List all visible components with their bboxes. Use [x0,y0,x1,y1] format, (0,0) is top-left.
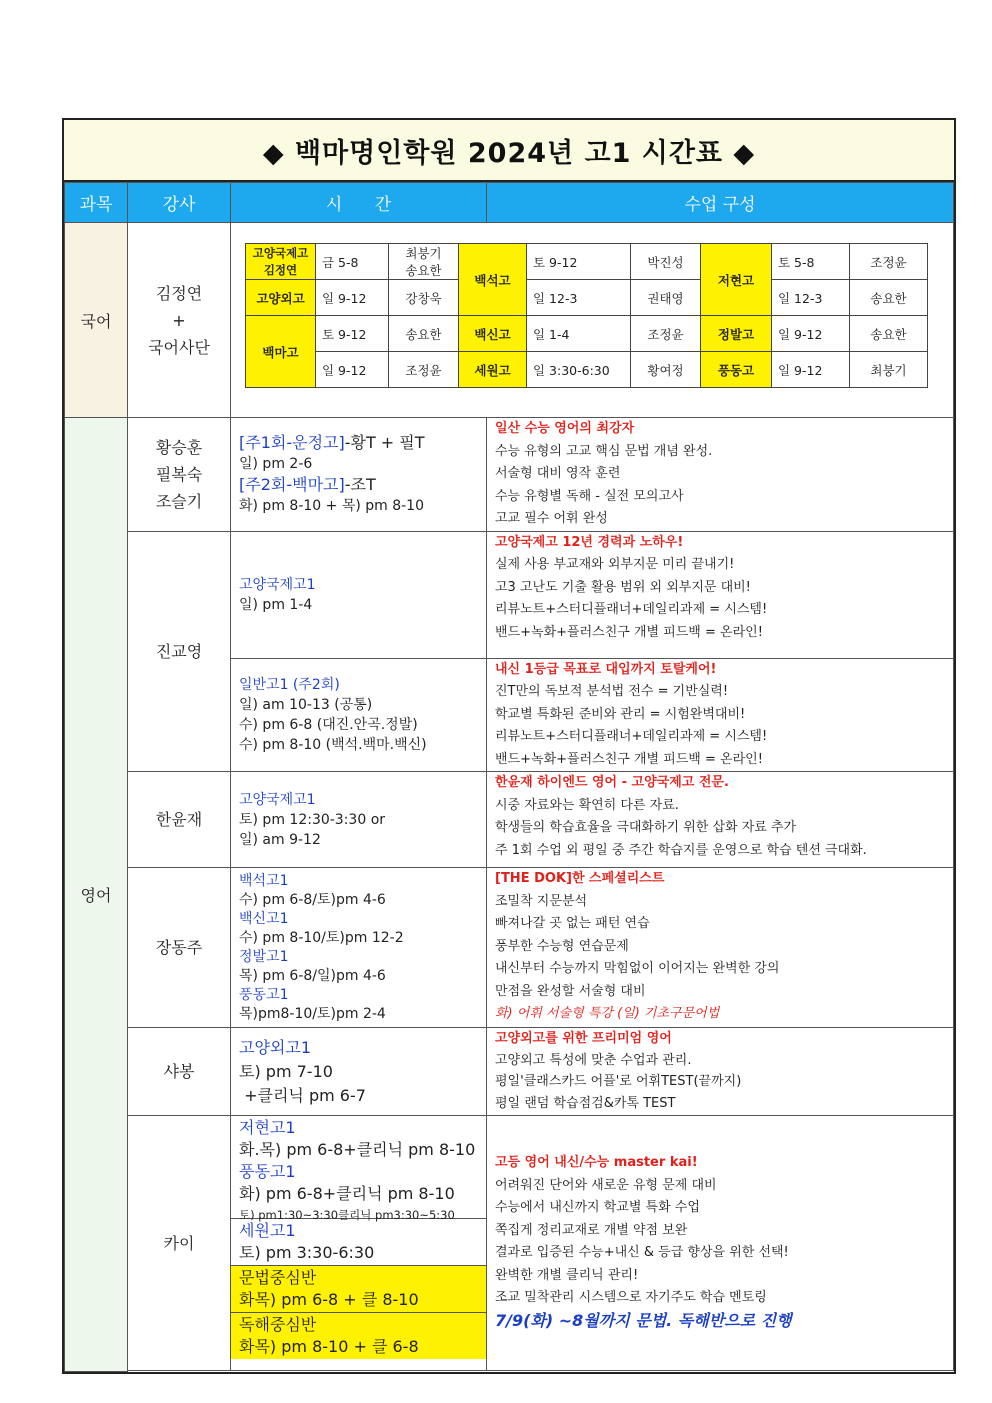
time-line: 일) pm 2-6 [239,456,313,473]
desc-line: 풍부한 수능형 연습문제 [495,938,629,954]
class-teacher: -황T + 필T [344,433,425,453]
desc-line: 고3 고난도 기출 활용 범위 외 외부지문 대비! [495,579,751,595]
time-cell [231,1116,487,1371]
grid-time: 일 9-12 [772,316,850,352]
desc-headline: 고양국제고 12년 경력과 노하우! [495,534,684,550]
time-line: 화.목) pm 6-8+클리닉 pm 8-10 [239,1140,476,1159]
time-line: 목) pm 6-8/일)pm 4-6 [239,967,386,984]
grid-school: 풍동고 [701,352,772,388]
grid-teacher: 송요한 [850,280,928,316]
class-teacher: -조T [344,475,376,495]
time-line: 화목) pm 6-8 + 클 8-10 [239,1290,419,1309]
time-cell [231,772,487,868]
teacher-line: + [172,310,186,330]
desc-cell [487,1116,954,1371]
subject-korean: 국어 [65,223,128,418]
desc-note: 화) 어휘 서술형 특강 (일) 기초구문어법 [495,1006,720,1021]
grid-teacher: 최붕기 송요한 [389,244,459,280]
desc-line: 밴드+녹화+플러스친구 개별 피드백 = 온라인! [495,624,763,640]
desc-line: 실제 사용 부교재와 외부지문 미리 끝내기! [495,557,735,572]
teacher-cell [128,1028,231,1116]
teacher-line: 필복숙 [155,464,203,484]
desc-headline: 고등 영어 내신/수능 master kai! [495,1155,698,1170]
desc-cell [487,418,954,532]
grid-teacher: 조정윤 [850,244,928,280]
desc-line: 학생들의 학습효율을 극대화하기 위한 삽화 자료 추가 [495,820,797,835]
desc-headline: 한윤재 하이엔드 영어 - 고양국제고 전문. [495,775,729,790]
teacher-line: 카이 [163,1233,195,1253]
desc-headline: 내신 1등급 목표로 대입까지 토탈케어! [495,661,717,677]
kai-block-schools [231,1116,486,1222]
desc-cell [487,1028,954,1116]
desc-line: 조교 밀착관리 시스템으로 자기주도 학습 멘토링 [495,1290,767,1305]
grid-time: 토 5-8 [772,244,850,280]
time-line: 토) pm 12:30-3:30 or [239,811,386,828]
grid-teacher: 권태영 [631,280,701,316]
grid-time: 토 9-12 [527,244,631,280]
header-row [65,183,954,223]
class-name: 풍동고1 [239,986,289,1003]
time-line: 목)pm8-10/토)pm 2-4 [239,1005,386,1022]
desc-headline: 고양외고를 위한 프리미엄 영어 [495,1031,672,1046]
korean-row [65,223,954,418]
desc-line: 쪽집게 정리교재로 개별 약점 보완 [495,1222,688,1238]
teacher-line: 진교영 [155,641,203,661]
desc-line: 만점을 완성할 서술형 대비 [495,983,646,999]
grid-teacher: 최붕기 [850,352,928,388]
grid-school: 백마고 [246,316,316,388]
class-name: 백신고1 [239,910,289,927]
time-cell [231,531,487,658]
time-line: 일) am 9-12 [239,831,321,848]
class-name: 고양국제고1 [239,576,316,593]
timetable-sheet [62,118,956,1374]
english-row [65,1116,954,1371]
desc-line: 고교 필수 어휘 완성 [495,511,608,526]
time-line: 화) pm 6-8+클리닉 pm 8-10 [239,1184,455,1203]
teacher-cell [128,531,231,772]
desc-line: 어려워진 단어와 새로운 유형 문제 대비 [495,1177,717,1193]
teacher-korean [128,223,231,418]
desc-line: 빠져나갈 곳 없는 패턴 연습 [495,916,650,931]
english-row [65,1028,954,1116]
teacher-cell [128,868,231,1028]
desc-line: 수능 유형별 독해 - 실전 모의고사 [495,488,684,504]
kai-block-reading [231,1313,486,1359]
grid-teacher: 강창욱 [389,280,459,316]
time-line: 토) pm 7-10 [239,1061,333,1081]
grid-time: 토 9-12 [316,316,389,352]
desc-line: 완벽한 개별 클리닉 관리! [495,1267,639,1283]
english-row [65,868,954,1028]
desc-line: 서술형 대비 영작 훈련 [495,466,621,481]
korean-school-grid [245,243,928,388]
class-name: 일반고1 (주2회) [239,676,340,693]
grid-time: 일 12-3 [772,280,850,316]
time-cell [231,418,487,532]
page-title: ◆ 백마명인학원 2024년 고1 시간표 ◆ [64,120,954,182]
time-cell [231,1028,487,1116]
desc-note: 7/9(화) ~8월까지 문법. 독해반으로 진행 [495,1310,792,1330]
grid-school: 고양국제고 김정연 [246,244,316,280]
desc-line: 리뷰노트+스터디플래너+데일리과제 = 시스템! [495,729,768,744]
grid-school: 정발고 [701,316,772,352]
english-row [65,531,954,658]
grid-teacher: 박진성 [631,244,701,280]
class-name: 저현고1 [239,1118,296,1137]
teacher-cell [128,418,231,532]
class-name: [주2회-백마고] [239,475,345,495]
grid-time: 일 9-12 [772,352,850,388]
grid-school: 세원고 [459,352,527,388]
grid-time: 일 12-3 [527,280,631,316]
desc-line: 수능 유형의 고교 핵심 문법 개념 완성. [495,443,713,459]
time-line: 화목) pm 8-10 + 클 6-8 [239,1337,419,1356]
desc-line: 리뷰노트+스터디플래너+데일리과제 = 시스템! [495,602,768,617]
time-line: 화) pm 8-10 + 목) pm 8-10 [239,498,424,515]
grid-time: 일 1-4 [527,316,631,352]
timetable [64,182,954,1372]
class-name: [주1회-운정고] [239,433,345,453]
grid-school: 백석고 [459,244,527,316]
teacher-line: 김정연 [155,283,203,303]
desc-line: 내신부터 수능까지 막힘없이 이어지는 완벽한 강의 [495,961,780,976]
grid-teacher: 황여정 [631,352,701,388]
desc-line: 고양외고 특성에 맞춘 수업과 관리. [495,1052,692,1068]
class-name: 독해중심반 [239,1315,317,1334]
desc-line: 주 1회 수업 외 평일 중 주간 학습지를 운영으로 학습 텐션 극대화. [495,842,867,858]
teacher-line: 황승훈 [155,437,203,457]
time-line: 수) pm 6-8/토)pm 4-6 [239,891,386,908]
class-name: 고양국제고1 [239,791,316,808]
grid-time: 일 9-12 [316,352,389,388]
desc-line: 수능에서 내신까지 학교별 특화 수업 [495,1200,700,1215]
kai-block-grammar [231,1266,486,1313]
desc-line: 밴드+녹화+플러스친구 개별 피드백 = 온라인! [495,751,763,767]
desc-line: 학교별 특화된 준비와 관리 = 시험완벽대비! [495,706,746,722]
time-line: 토) pm 3:30-6:30 [239,1243,375,1262]
teacher-cell [128,1116,231,1371]
desc-cell [487,868,954,1028]
class-name: 백석고1 [239,872,289,889]
class-name: 세원고1 [239,1221,296,1240]
desc-headline: [THE DOK]한 스페셜리스트 [495,871,665,886]
class-name: 풍동고1 [239,1162,296,1181]
grid-teacher: 조정윤 [631,316,701,352]
time-line: 수) pm 8-10/토)pm 12-2 [239,929,404,946]
desc-line: 평일 랜덤 학습점검&카톡 TEST [495,1095,676,1111]
class-name: 고양외고1 [239,1037,312,1057]
grid-teacher: 송요한 [389,316,459,352]
time-line: 수) pm 6-8 (대진.안곡.정발) [239,716,418,733]
desc-line: 시중 자료와는 확연히 다른 자료. [495,797,679,813]
desc-line: 조밀착 지문분석 [495,893,588,909]
grid-school: 저현고 [701,244,772,316]
subject-english: 영어 [65,418,128,1372]
korean-grid-cell [231,223,954,418]
grid-school: 백신고 [459,316,527,352]
desc-cell [487,772,954,868]
teacher-cell [128,772,231,868]
teacher-line: 장동주 [155,938,203,957]
time-line: 토) pm1:30~3:30클리닉 pm3:30~5:30 [239,1208,455,1222]
desc-headline: 일산 수능 영어의 최강자 [495,421,635,436]
desc-line: 평일'클래스카드 어플'로 어휘TEST(끝까지) [495,1074,742,1089]
time-cell [231,868,487,1028]
desc-line: 진T만의 독보적 분석법 전수 = 기반실력! [495,684,729,699]
time-line: 수) pm 8-10 (백석.백마.백신) [239,736,427,753]
time-cell [231,658,487,772]
teacher-line: 샤봉 [163,1062,195,1081]
header-content: 수업 구성 [487,183,954,223]
desc-cell [487,658,954,772]
class-name: 정발고1 [239,948,289,965]
grid-time: 금 5-8 [316,244,389,280]
header-time: 시 간 [231,183,487,223]
grid-teacher: 송요한 [850,316,928,352]
desc-line: 결과로 입증된 수능+내신 & 등급 향상을 위한 선택! [495,1245,789,1260]
time-line: 일) am 10-13 (공통) [239,696,373,713]
teacher-line: 국어사단 [148,337,210,357]
class-name: 문법중심반 [239,1268,317,1287]
header-subject: 과목 [65,183,128,223]
teacher-line: 조슬기 [155,491,203,511]
header-teacher: 강사 [128,183,231,223]
time-line: +클리닉 pm 6-7 [239,1085,366,1105]
teacher-line: 한윤재 [155,810,203,829]
time-line: 일) pm 1-4 [239,596,313,613]
grid-teacher: 조정윤 [389,352,459,388]
kai-block-sewon [231,1219,486,1266]
english-row [65,418,954,532]
grid-time: 일 3:30-6:30 [527,352,631,388]
grid-time: 일 9-12 [316,280,389,316]
grid-school: 고양외고 [246,280,316,316]
english-row [65,772,954,868]
desc-cell [487,531,954,658]
